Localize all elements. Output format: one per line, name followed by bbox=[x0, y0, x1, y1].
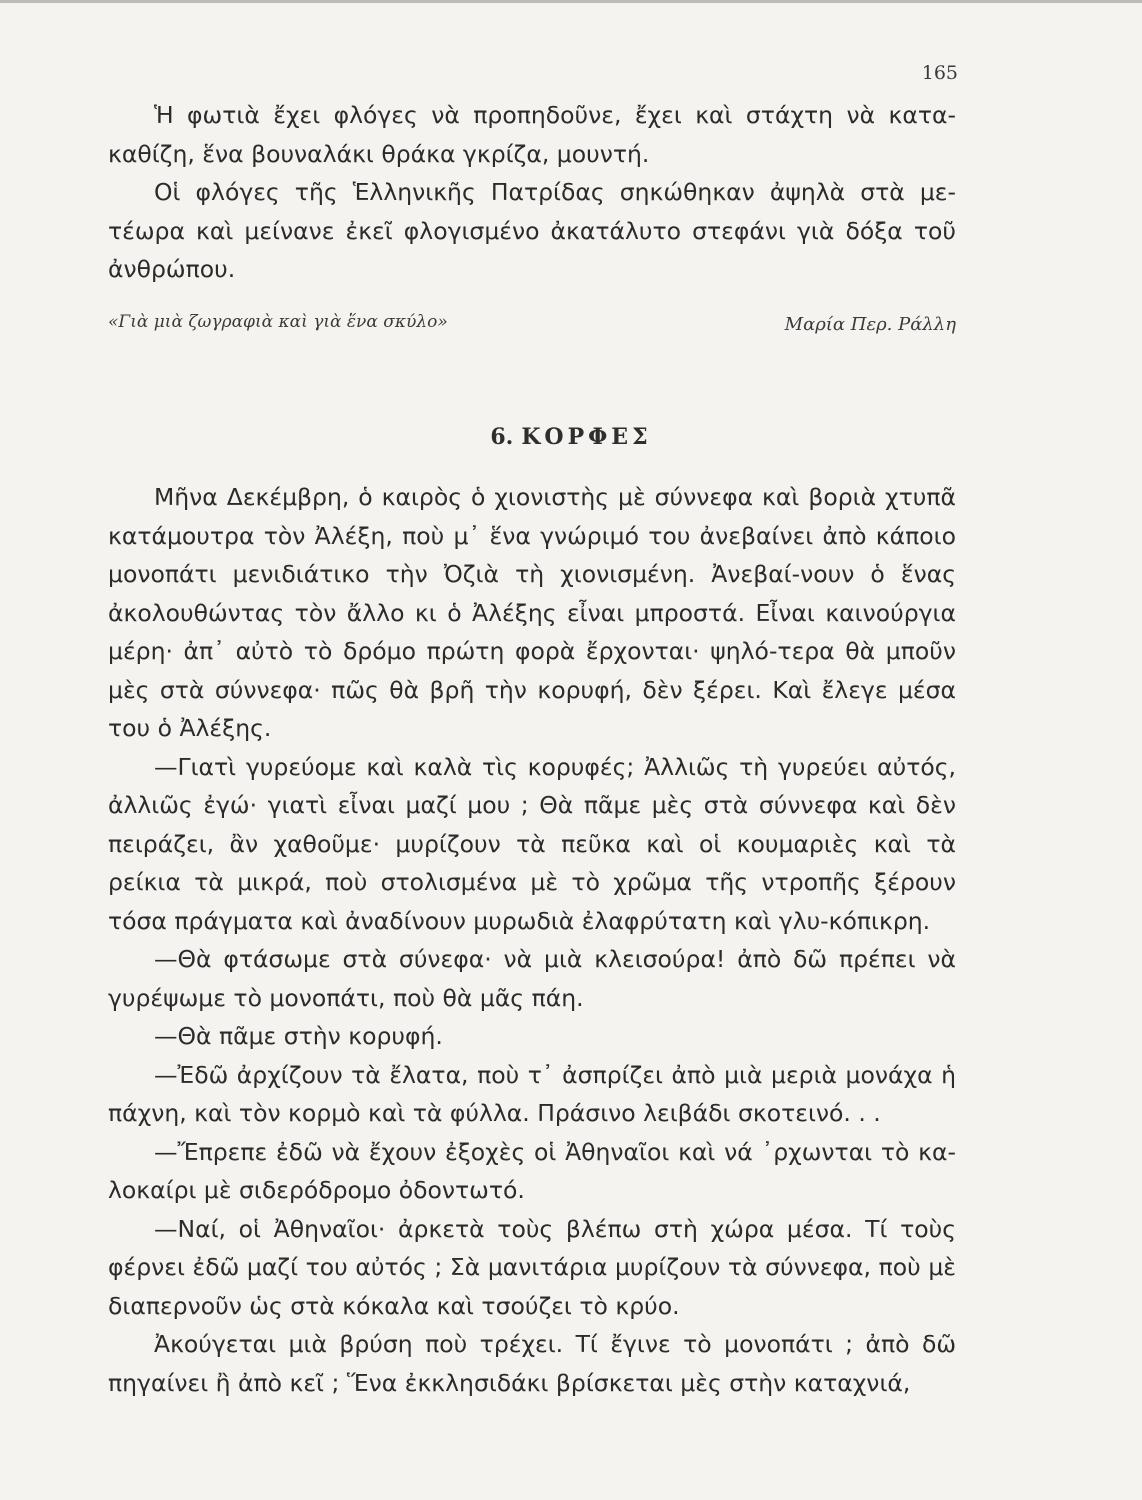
section-heading bbox=[0, 424, 1142, 450]
story-paragraph: Ἀκούγεται μιὰ βρύση ποὺ τρέχει. Τί ἔγινε τὸ μονοπάτι ; ἀπὸ δῶ πηγαίνει ἢ ἀπὸ κεῖ ; Ἕνα ἐκκλησιδάκι βρίσκεται μὲς στὴν καταχνιά, bbox=[108, 1330, 956, 1397]
intro-paragraph: Οἱ φλόγες τῆς Ἑλληνικῆς Πατρίδας σηκώθηκαν ἀψηλὰ στὰ με-τέωρα καὶ μείνανε ἐκεῖ φλογισμένο ἀκατάλυτο στεφάνι γιὰ δόξα τοῦ ἀνθρώπου. bbox=[108, 178, 956, 283]
story-paragraph: Μῆνα Δεκέμβρη, ὁ καιρὸς ὁ χιονιστὴς μὲ σύννεφα καὶ βοριὰ χτυπᾶ κατάμουτρα τὸν Ἀλέξη, ποὺ μ᾽ ἕνα γνώριμό του ἀνεβαίνει ἀπὸ κάποιο μονοπάτι μενιδιάτικο τὴν Ὀζιὰ τὴ χιονισμένη. Ἀνεβαί-νουν ὁ ἕνας ἀκολουθώντας τὸν ἄλλο κι ὁ Ἀλέξης εἶναι μπροστά. Εἶναι καινούργια μέρη· ἀπ᾽ αὐτὸ τὸ δρόμο πρώτη φορὰ ἔρχονται· ψηλό-τερα θὰ μποῦν μὲς στὰ σύννεφα· πῶς θὰ βρῆ τὴν κορυφή, δὲν ξέρει. Καὶ ἔλεγε μέσα του ὁ Ἀλέξης. bbox=[108, 483, 956, 742]
section-title: ΚΟΡΦΕΣ bbox=[521, 424, 652, 450]
story-paragraph: —Θὰ πᾶμε στὴν κορυφή. bbox=[154, 1022, 443, 1050]
intro-paragraph: Ἡ φωτιὰ ἔχει φλόγες νὰ προπηδοῦνε, ἔχει καὶ στάχτη νὰ κατα-καθίζη, ἕνα βουναλάκι θράκα γκρίζα, μουντή. bbox=[108, 101, 956, 168]
quote-author: Μαρία Περ. Ράλλη bbox=[784, 314, 956, 335]
story-paragraph: —Ἔπρεπε ἐδῶ νὰ ἔχουν ἐξοχὲς οἱ Ἀθηναῖοι καὶ νά ᾽ρχωνται τὸ κα-λοκαίρι μὲ σιδερόδρομο ὀδοντωτό. bbox=[108, 1137, 956, 1204]
story-paragraph: —Θὰ φτάσωμε στὰ σύνεφα· νὰ μιὰ κλεισούρα! ἀπὸ δῶ πρέπει νὰ γυρέψωμε τὸ μονοπάτι, ποὺ θὰ μᾶς πάη. bbox=[108, 945, 956, 1012]
intro-text bbox=[108, 96, 956, 289]
story-paragraph: —Ναί, οἱ Ἀθηναῖοι· ἀρκετὰ τοὺς βλέπω στὴ χώρα μέσα. Τί τοὺς φέρνει ἐδῶ μαζί του αὐτός ; Σὰ μανιτάρια μυρίζουν τὰ σύννεφα, ποὺ μὲ διαπερνοῦν ὡς στὰ κόκαλα καὶ τσούζει τὸ κρύο. bbox=[108, 1214, 956, 1320]
page-number: 165 bbox=[921, 62, 958, 84]
page-top-edge bbox=[0, 0, 1142, 3]
quote-attribution bbox=[108, 312, 956, 335]
section-number: 6. bbox=[490, 424, 514, 450]
story-paragraph: —Ἐδῶ ἀρχίζουν τὰ ἔλατα, ποὺ τ᾽ ἀσπρίζει ἀπὸ μιὰ μεριὰ μονάχα ἡ πάχνη, καὶ τὸν κορμὸ καὶ τὰ φύλλα. Πράσινο λειβάδι σκοτεινό. . . bbox=[108, 1060, 956, 1127]
story-paragraph: —Γιατὶ γυρεύομε καὶ καλὰ τὶς κορυφές; Ἀλλιῶς τὴ γυρεύει αὐτός, ἀλλιῶς ἐγώ· γιατὶ εἶναι μαζί μου ; Θὰ πᾶμε μὲς στὰ σύννεφα καὶ δὲν πειράζει, ἂν χαθοῦμε· μυρίζουν τὰ πεῦκα καὶ οἱ κουμαριὲς καὶ τὰ ρείκια τὰ μικρά, ποὺ στολισμένα μὲ τὸ χρῶμα τῆς ντροπῆς ξέρουν τόσα πράγματα καὶ ἀναδίνουν μυρωδιὰ ἐλαφρύτατη καὶ γλυ-κόπικρη. bbox=[108, 752, 956, 935]
quote-source: «Γιὰ μιὰ ζωγραφιὰ καὶ γιὰ ἕνα σκύλο» bbox=[108, 312, 448, 332]
story-text bbox=[108, 478, 956, 1402]
